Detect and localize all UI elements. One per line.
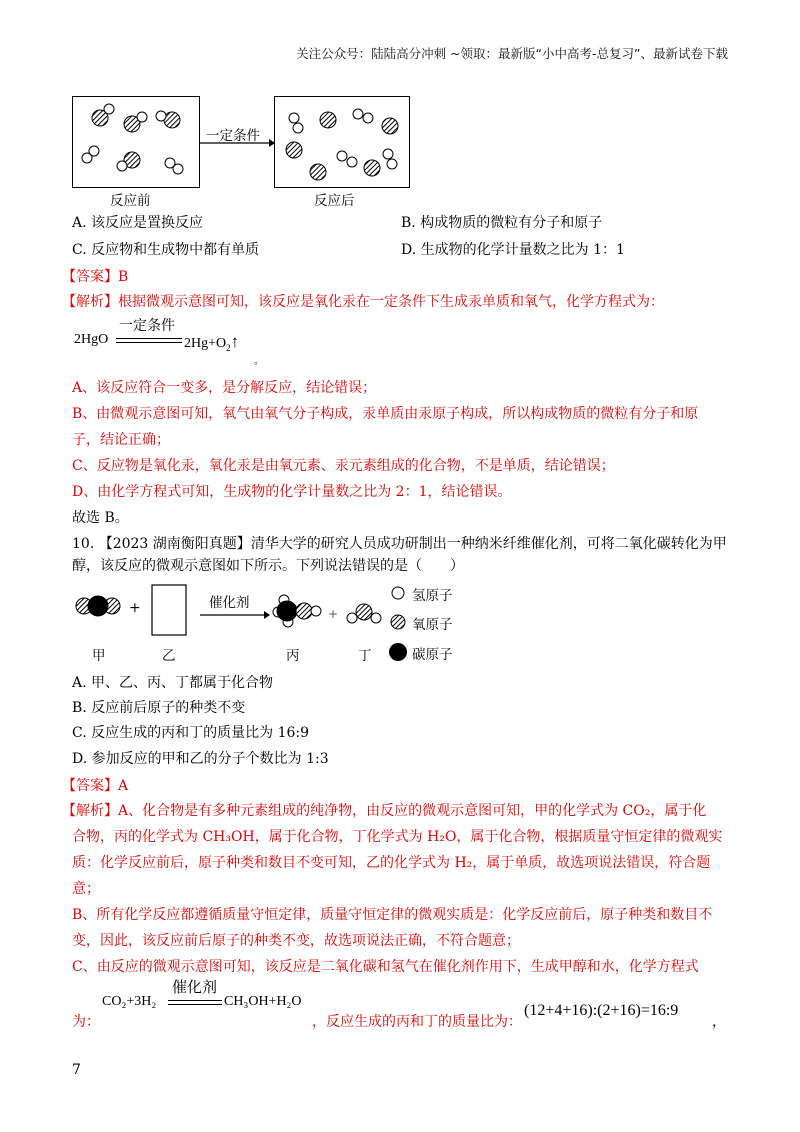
eq-prefix: 为： [72,1014,100,1030]
q10-analysis-line: 质：化学反应前后，原子种类和数目不变可知，乙的化学式为 H₂，属于单质，故选项说法错误，符合题 [72,855,711,871]
q9-analysis-line: B、由微观示意图可知，氧气由氧气分子构成，汞单质由汞原子构成，所以构成物质的微粒有分子和原 [72,406,699,422]
hgo-molecule [92,104,114,126]
eq-equals [168,999,222,1007]
hgo-molecule [156,111,180,128]
q10-analysis-line: 变，因此，该反应前后原子的种类不变，故选项说法正确，不符合题意； [72,933,520,949]
q10-analysis-line: C、由反应的微观示意图可知，该反应是二氧化碳和氢气在催化剂作用下，生成甲醇和水，化学方程式 [72,959,699,975]
eq-left: 2HgO [74,332,109,347]
hgo-molecule [165,158,183,174]
after-label: 反应后 [314,193,355,209]
h2o-molecule [347,604,381,623]
eq-right [184,332,239,353]
eq-left: CO₂+3H₂ [102,994,157,1009]
eq-right-main: 2Hg+O [184,336,227,351]
mass-ratio-text: ，反应生成的丙和丁的质量比为： [312,1014,522,1030]
page-number: 7 [72,1062,81,1078]
q9-analysis-line: 子，结论正确； [72,432,170,448]
q9-answer: 【答案】B [62,269,129,285]
legend-hydrogen-icon [392,587,404,599]
label-jia: 甲 [92,648,106,664]
legend-oxygen-icon [391,615,405,629]
q9-option-a: A. 该反应是置换反应 [72,215,204,231]
hgo-molecule [124,112,147,132]
q10-option-a: A. 甲、乙、丙、丁都属于化合物 [72,675,274,691]
eq-right: CH₃OH+H₂O [224,994,302,1009]
eq-equals [116,337,182,345]
q10-analysis-line: 【解析】A、化合物是有多种元素组成的纯净物，由反应的微观示意图可知，甲的化学式为 CO₂，属于化 [62,803,707,819]
co2-molecule [76,596,120,616]
q9-analysis-line: A、该反应符合一变多，是分解反应，结论错误； [72,380,377,396]
q10-answer: 【答案】A [62,778,129,794]
q10-analysis-line: 合物，丙的化学式为 CH₃OH，属于化合物，丁化学式为 H₂O，属于化合物，根据质量守恒定律的微观实 [72,829,723,845]
q9-diagram [72,96,422,209]
plus-sign: + [129,600,141,616]
q10-equation-row [72,978,732,1038]
label-yi: 乙 [162,648,176,664]
eq-arrow: ↑ [230,332,240,351]
label-ding: 丁 [358,648,372,664]
q10-analysis-line: B、所有化学反应都遵循质量守恒定律，质量守恒定律的微观实质是：化学反应前后，原子种类和数目不 [72,907,713,923]
legend-carbon-label: 碳原子 [412,647,453,663]
q9-conclusion: 故选 B。 [72,510,129,526]
eq-condition: 催化剂 [172,980,218,996]
q10-stem-line2: 醇，该反应的微观示意图如下所示。下列说法错误的是（ ） [72,558,464,574]
legend-hydrogen-label: 氢原子 [412,588,453,604]
plus-sign: + [328,607,339,621]
eq-end: 。 [254,356,264,367]
mass-ratio-eq: (12+4+16):(2+16)=16:9 [524,1002,679,1019]
q10-option-d: D. 参加反应的甲和乙的分子个数比为 1:3 [72,751,329,767]
before-label: 反应前 [110,193,151,209]
q10-stem-line1: 10. 【2023 湖南衡阳真题】清华大学的研究人员成功研制出一种纳米纤维催化剂，可将二氧化碳转化为甲 [72,536,727,552]
q9-option-d: D. 生成物的化学计量数之比为 1：1 [401,242,625,258]
q9-analysis-intro: 【解析】根据微观示意图可知，该反应是氧化汞在一定条件下生成汞单质和氧气，化学方程式为： [62,294,664,310]
arrow-label: 一定条件 [206,128,260,144]
q10-option-b: B. 反应前后原子的种类不变 [72,700,246,716]
eq-right-sub: 2 [226,342,231,353]
q10-analysis-line: 意； [72,881,100,897]
ch3oh-molecule [273,595,321,627]
eq-condition: 一定条件 [119,319,175,334]
q10-option-c: C. 反应生成的丙和丁的质量比为 16:9 [72,725,310,741]
legend-oxygen-label: 氧原子 [412,617,453,633]
q9-option-b: B. 构成物质的微粒有分子和原子 [401,215,603,231]
label-bing: 丙 [286,648,300,664]
trailing-comma: ， [712,1014,726,1030]
q10-diagram [72,580,472,670]
hgo-molecule [117,152,140,171]
hgo-molecule [82,146,99,163]
q9-equation [74,318,314,368]
q9-analysis-line: D、由化学方程式可知，生成物的化学计量数之比为 2：1，结论错误。 [72,484,512,500]
catalyst-label: 催化剂 [209,595,250,611]
q9-option-c: C. 反应物和生成物中都有单质 [72,242,260,258]
q9-analysis-line: C、反应物是氧化汞，氧化汞是由氧元素、汞元素组成的化合物，不是单质，结论错误； [72,458,615,474]
page-header: 关注公众号：陆陆高分冲刺 ~领取：最新版“小中高考-总复习”、最新试卷下载 [296,46,728,61]
legend-carbon-icon [389,643,407,661]
